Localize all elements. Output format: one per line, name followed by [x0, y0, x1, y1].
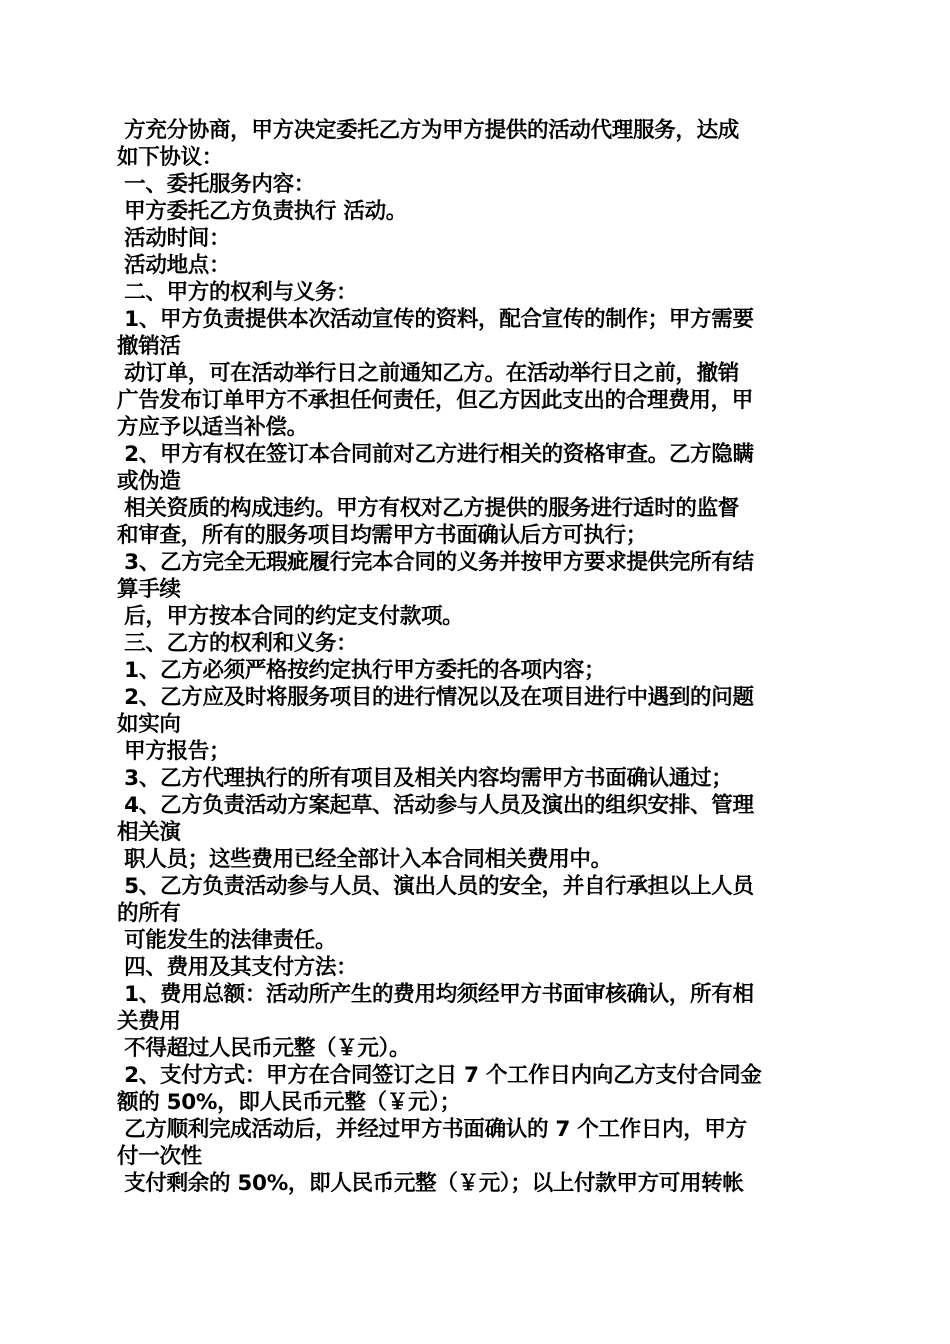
text-line: 或伪造 [117, 469, 181, 494]
text-line: 算手续 [117, 577, 181, 602]
section-heading: 二、甲方的权利与义务： [117, 280, 358, 305]
text-line: 活动地点： [117, 253, 231, 278]
text-line: 动订单，可在活动举行日之前通知乙方。在活动举行日之前，撤销 [117, 361, 739, 386]
section-heading: 一、委托服务内容： [117, 172, 315, 197]
text-line: 1、费用总额：活动所产生的费用均须经甲方书面审核确认，所有相 [117, 982, 754, 1007]
text-line: 乙方顺利完成活动后，并经过甲方书面确认的 7 个工作日内，甲方 [117, 1117, 747, 1142]
text-line: 职人员；这些费用已经全部计入本合同相关费用中。 [117, 847, 612, 872]
text-line: 额的 50%，即人民币元整（￥元）； [117, 1090, 461, 1115]
text-line: 方充分协商，甲方决定委托乙方为甲方提供的活动代理服务，达成 [117, 118, 739, 143]
text-line: 相关演 [117, 820, 181, 845]
text-line: 付一次性 [117, 1144, 202, 1169]
section-heading: 四、费用及其支付方法： [117, 955, 358, 980]
text-line: 可能发生的法律责任。 [117, 928, 337, 953]
text-line: 活动时间： [117, 226, 231, 251]
text-line: 2、甲方有权在签订本合同前对乙方进行相关的资格审查。乙方隐瞒 [117, 442, 754, 467]
text-line: 广告发布订单甲方不承担任何责任，但乙方因此支出的合理费用，甲 [117, 388, 754, 413]
text-line: 不得超过人民币元整（￥元）。 [117, 1036, 411, 1061]
text-line: 支付剩余的 50%，即人民币元整（￥元）；以上付款甲方可用转帐 [117, 1171, 744, 1196]
text-line: 1、甲方负责提供本次活动宣传的资料，配合宣传的制作；甲方需要 [117, 307, 754, 332]
text-line: 甲方报告； [117, 739, 231, 764]
text-line: 3、乙方代理执行的所有项目及相关内容均需甲方书面确认通过； [117, 766, 733, 791]
text-line: 关费用 [117, 1009, 181, 1034]
text-line: 甲方委托乙方负责执行 活动。 [117, 199, 407, 224]
text-line: 的所有 [117, 901, 181, 926]
text-line: 方应予以适当补偿。 [117, 415, 308, 440]
text-line: 相关资质的构成违约。甲方有权对乙方提供的服务进行适时的监督 [117, 496, 739, 521]
section-heading: 三、乙方的权利和义务： [117, 631, 358, 656]
text-line: 后，甲方按本合同的约定支付款项。 [117, 604, 464, 629]
text-line: 如下协议： [117, 145, 224, 170]
text-line: 5、乙方负责活动参与人员、演出人员的安全，并自行承担以上人员 [117, 874, 754, 899]
text-line: 1、乙方必须严格按约定执行甲方委托的各项内容； [117, 658, 606, 683]
text-line: 4、乙方负责活动方案起草、活动参与人员及演出的组织安排、管理 [117, 793, 754, 818]
text-line: 如实向 [117, 712, 181, 737]
text-line: 2、支付方式：甲方在合同签订之日 7 个工作日内向乙方支付合同金 [117, 1063, 762, 1088]
text-line: 撤销活 [117, 334, 181, 359]
document-body [117, 117, 835, 1197]
text-line: 3、乙方完全无瑕疵履行完本合同的义务并按甲方要求提供完所有结 [117, 550, 754, 575]
text-line: 和审查，所有的服务项目均需甲方书面确认后方可执行； [117, 523, 648, 548]
text-line: 2、乙方应及时将服务项目的进行情况以及在项目进行中遇到的问题 [117, 685, 754, 710]
